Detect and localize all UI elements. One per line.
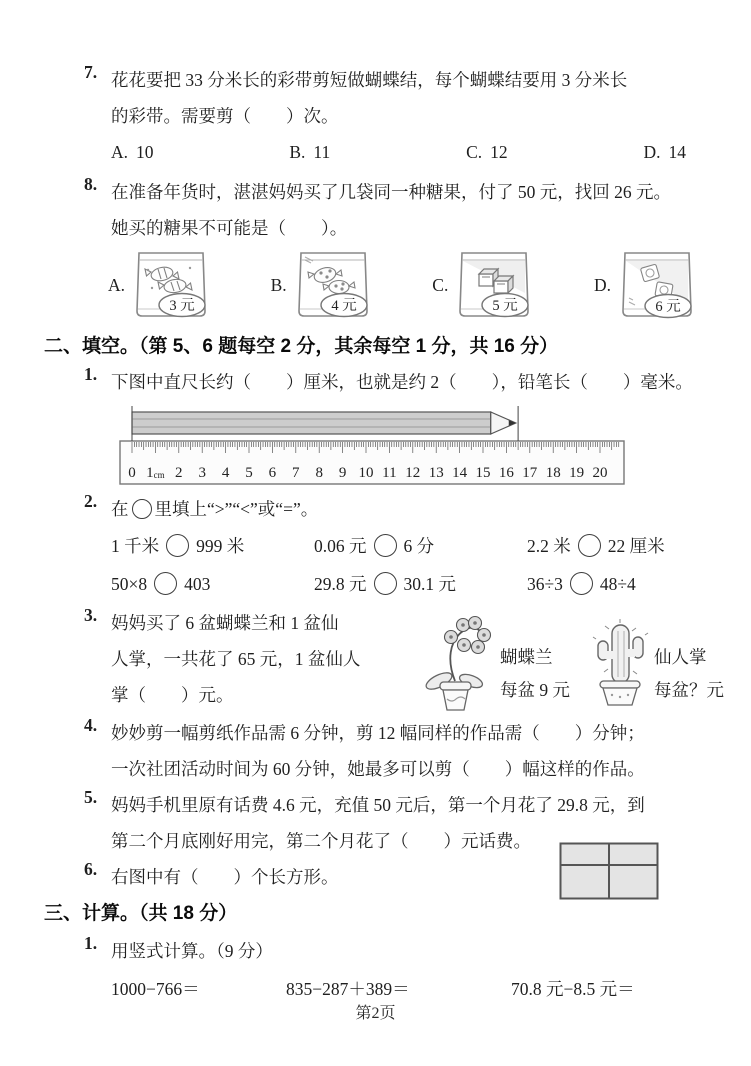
price-label: 4 元 bbox=[331, 298, 357, 314]
comparison-grid bbox=[111, 527, 701, 603]
section2-question-4 bbox=[84, 715, 701, 787]
question-8-text-line-1: 在准备年货时，湛湛妈妈买了几袋同一种糖果，付了 50 元，找回 26 元。 bbox=[111, 182, 671, 202]
equation-2: 835−287＋389＝ bbox=[286, 979, 410, 999]
page-number: 第2页 bbox=[355, 1005, 396, 1022]
comparison-item bbox=[314, 565, 527, 603]
svg-text:10: 10 bbox=[358, 465, 374, 481]
question-text-line-3: 掌（ ）元。 bbox=[111, 685, 234, 705]
plant-name: 蝴蝶兰 bbox=[500, 647, 553, 667]
orchid-group bbox=[412, 605, 574, 713]
svg-text:19: 19 bbox=[569, 465, 585, 481]
question-7-text-line-2: 的彩带。需要剪（ ）次。 bbox=[111, 106, 339, 126]
svg-text:20: 20 bbox=[592, 465, 608, 481]
option-c-label: C. bbox=[466, 142, 483, 162]
option-b-label: B. bbox=[289, 142, 306, 162]
right-value: 30.1 元 bbox=[403, 574, 456, 594]
option-b-value: 11 bbox=[313, 142, 331, 162]
question-7-number: 7. bbox=[84, 62, 98, 82]
option-b bbox=[289, 138, 330, 166]
question-text-line-2: 一次社团活动时间为 60 分钟，她最多可以剪（ ）幅这样的作品。 bbox=[111, 759, 645, 779]
question-number: 5. bbox=[84, 787, 98, 807]
answer-circle bbox=[374, 572, 397, 595]
question-number: 1. bbox=[84, 364, 98, 384]
left-value: 29.8 元 bbox=[314, 574, 367, 594]
section3-question-1 bbox=[84, 933, 701, 969]
equation-1: 1000−766＝ bbox=[111, 979, 200, 999]
orchid-figure bbox=[412, 613, 498, 713]
left-value: 0.06 元 bbox=[314, 536, 367, 556]
section2-question-1 bbox=[84, 364, 701, 400]
candy-bag-figure bbox=[616, 248, 698, 322]
comparison-item bbox=[111, 565, 314, 603]
question-7-text-line-1: 花花要把 33 分米长的彩带剪短做蝴蝶结，每个蝴蝶结要用 3 分米长 bbox=[111, 70, 628, 90]
svg-text:12: 12 bbox=[405, 465, 421, 481]
section-3-heading: 三、计算。（共 18 分） bbox=[44, 903, 238, 924]
svg-text:5: 5 bbox=[245, 465, 253, 481]
plant-price: 每盆？元 bbox=[654, 680, 724, 700]
svg-text:15: 15 bbox=[475, 465, 491, 481]
question-text: 用竖式计算。（9 分） bbox=[111, 941, 273, 961]
option-d bbox=[643, 138, 686, 166]
svg-text:4: 4 bbox=[221, 465, 230, 481]
cactus-group bbox=[588, 605, 728, 713]
candy-option-c bbox=[432, 248, 535, 322]
option-d-value: 14 bbox=[668, 142, 686, 162]
answer-circle bbox=[578, 534, 601, 557]
question-text-line-1: 妙妙剪一幅剪纸作品需 6 分钟，剪 12 幅同样的作品需（ ）分钟； bbox=[111, 723, 645, 743]
option-a-label: A. bbox=[111, 142, 129, 162]
answer-circle bbox=[166, 534, 189, 557]
right-value: 999 米 bbox=[196, 536, 245, 556]
answer-circle bbox=[570, 572, 593, 595]
comparison-item bbox=[527, 527, 701, 565]
candy-option-b bbox=[271, 248, 374, 322]
ruler-figure bbox=[116, 404, 636, 487]
left-value: 36÷3 bbox=[527, 574, 563, 594]
rectangle-grid-figure bbox=[559, 842, 659, 900]
section-2-heading: 二、填空。（第 5、6 题每空 2 分，其余每空 1 分，共 16 分） bbox=[44, 336, 559, 357]
question-8-number: 8. bbox=[84, 174, 98, 194]
svg-text:7: 7 bbox=[292, 465, 300, 481]
question-text: 右图中有（ ）个长方形。 bbox=[111, 867, 339, 887]
svg-text:9: 9 bbox=[338, 465, 347, 481]
svg-text:1cm: 1cm bbox=[146, 465, 165, 481]
answer-circle bbox=[374, 534, 397, 557]
svg-text:11: 11 bbox=[382, 465, 397, 481]
option-a-label: A. bbox=[108, 274, 126, 295]
compare-prefix: 在 bbox=[111, 499, 129, 519]
question-7-options bbox=[111, 138, 686, 166]
svg-text:0: 0 bbox=[128, 465, 136, 481]
svg-text:17: 17 bbox=[522, 465, 538, 481]
svg-text:2: 2 bbox=[175, 465, 183, 481]
left-value: 2.2 米 bbox=[527, 536, 571, 556]
option-d-label: D. bbox=[643, 142, 661, 162]
right-value: 48÷4 bbox=[599, 574, 636, 594]
question-text-line-1: 妈妈买了 6 盆蝴蝶兰和 1 盆仙 bbox=[111, 613, 339, 633]
svg-text:14: 14 bbox=[452, 465, 468, 481]
question-7 bbox=[84, 62, 701, 134]
option-c-value: 12 bbox=[490, 142, 508, 162]
left-value: 50×8 bbox=[111, 574, 148, 594]
question-text: 下图中直尺长约（ ）厘米，也就是约 2（ ），铅笔长（ ）毫米。 bbox=[111, 372, 693, 392]
svg-text:6: 6 bbox=[268, 465, 277, 481]
question-number: 4. bbox=[84, 715, 98, 735]
svg-text:8: 8 bbox=[315, 465, 323, 481]
option-c bbox=[466, 138, 508, 166]
question-number: 6. bbox=[84, 859, 98, 879]
answer-circle bbox=[132, 499, 152, 519]
section2-question-2 bbox=[84, 491, 701, 603]
plant-name: 仙人掌 bbox=[654, 647, 707, 667]
svg-text:18: 18 bbox=[545, 465, 561, 481]
question-text bbox=[111, 491, 701, 527]
cactus-figure bbox=[588, 617, 652, 713]
plant-price: 每盆 9 元 bbox=[500, 680, 570, 700]
compare-suffix: 里填上“>”“<”或“=”。 bbox=[154, 499, 319, 519]
section2-question-3 bbox=[84, 605, 751, 713]
question-text-line-1: 妈妈手机里原有话费 4.6 元，充值 50 元后，第一个月花了 29.8 元，到 bbox=[111, 795, 645, 815]
comparison-item bbox=[314, 527, 527, 565]
candy-bag-figure bbox=[130, 248, 212, 322]
question-text-line-2: 第二个月底刚好用完，第二个月花了（ ）元话费。 bbox=[111, 831, 531, 851]
cactus-labels bbox=[654, 641, 724, 707]
right-value: 403 bbox=[184, 574, 211, 594]
candy-option-d bbox=[594, 248, 698, 322]
question-8-options bbox=[108, 248, 698, 322]
question-number: 2. bbox=[84, 491, 98, 511]
option-d-label: D. bbox=[593, 274, 611, 295]
question-8 bbox=[84, 174, 701, 246]
right-value: 6 分 bbox=[403, 536, 435, 556]
ruler-pencil-figure bbox=[116, 404, 751, 487]
option-c-label: C. bbox=[432, 274, 449, 295]
answer-circle bbox=[154, 572, 177, 595]
comparison-item bbox=[111, 527, 314, 565]
orchid-labels bbox=[500, 641, 570, 707]
option-a bbox=[111, 138, 154, 166]
option-a-value: 10 bbox=[136, 142, 154, 162]
right-value: 22 厘米 bbox=[607, 536, 665, 556]
option-b-label: B. bbox=[270, 274, 287, 295]
svg-text:16: 16 bbox=[498, 465, 514, 481]
candy-bag-figure bbox=[292, 248, 374, 322]
price-label: 3 元 bbox=[169, 298, 195, 314]
question-text-line-2: 人掌，一共花了 65 元，1 盆仙人 bbox=[111, 649, 361, 669]
price-label: 5 元 bbox=[492, 298, 519, 314]
left-value: 1 千米 bbox=[111, 536, 160, 556]
candy-bag-figure bbox=[453, 248, 535, 322]
question-8-text-line-2: 她买的糖果不可能是（ ）。 bbox=[111, 218, 348, 238]
price-label: 6 元 bbox=[655, 299, 681, 315]
question-number: 3. bbox=[84, 605, 98, 625]
comparison-item bbox=[527, 565, 701, 603]
svg-text:13: 13 bbox=[428, 465, 444, 481]
question-number: 1. bbox=[84, 933, 98, 953]
equation-3: 70.8 元−8.5 元＝ bbox=[511, 979, 635, 999]
svg-text:3: 3 bbox=[198, 465, 206, 481]
candy-option-a bbox=[108, 248, 212, 322]
